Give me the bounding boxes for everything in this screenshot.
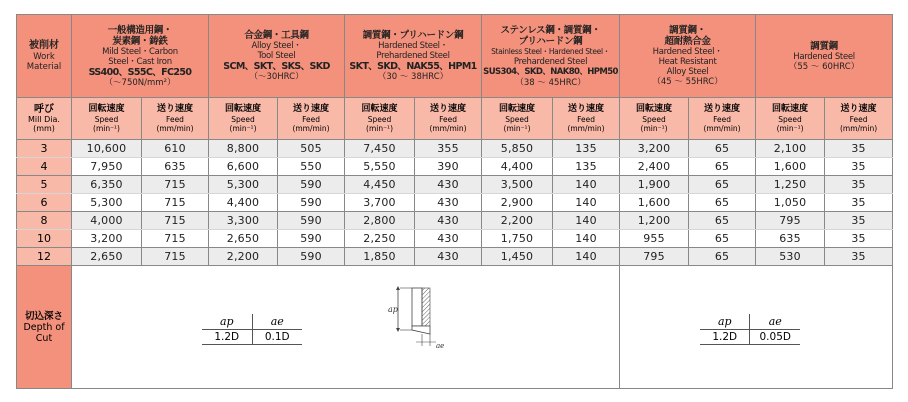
feed-cell: 715 — [142, 194, 209, 212]
speed-cell: 10,600 — [72, 140, 142, 158]
speed-en: Speed — [94, 115, 119, 124]
mill-dia-en: Mill Dia. — [28, 115, 60, 124]
speed-unit: (min⁻¹) — [229, 124, 257, 133]
feed-cell: 715 — [142, 230, 209, 248]
feed-cell: 35 — [825, 248, 893, 266]
speed-cell: 530 — [756, 248, 825, 266]
ae-value: 0.1D — [252, 330, 302, 345]
mill-dia-cell: 6 — [17, 194, 72, 212]
material-header-hardened-55-60 — [756, 15, 893, 98]
feed-cell: 65 — [689, 176, 756, 194]
speed-en: Speed — [367, 115, 392, 124]
speed-ja: 回転速度 — [88, 104, 125, 114]
speed-cell: 5,550 — [345, 158, 415, 176]
feed-cell: 430 — [415, 230, 482, 248]
speed-cell: 5,300 — [209, 176, 278, 194]
feed-cell: 35 — [825, 230, 893, 248]
feed-cell: 135 — [553, 140, 620, 158]
speed-cell: 5,850 — [482, 140, 553, 158]
material-en: Alloy Steel — [666, 67, 709, 77]
feed-header — [825, 98, 893, 140]
feed-cell: 65 — [689, 248, 756, 266]
speed-cell: 4,450 — [345, 176, 415, 194]
material-hardness: （～750N/mm²） — [104, 77, 176, 88]
depth-of-cut-row — [17, 266, 893, 389]
speed-header — [482, 98, 553, 140]
feed-header — [553, 98, 620, 140]
material-en: Hardened Steel・ — [652, 47, 723, 57]
feed-cell: 715 — [142, 176, 209, 194]
material-ja: 調質鋼・プリハードン鋼 — [362, 30, 464, 41]
material-hardness: （38 ～ 45HRC） — [515, 77, 586, 88]
speed-cell: 2,100 — [756, 140, 825, 158]
speed-cell: 3,200 — [72, 230, 142, 248]
material-hardness: （55 ～ 60HRC） — [788, 61, 860, 72]
speed-cell: 1,450 — [482, 248, 553, 266]
ae-label: ae — [750, 314, 800, 330]
diagram-ap-label: ap — [388, 305, 398, 314]
material-header-row — [17, 15, 893, 98]
mill-dia-ja: 呼び — [34, 104, 54, 115]
depth-of-cut-en-2: Cut — [35, 332, 53, 344]
material-en: Stainless Steel・Hardened Steel・ — [491, 46, 610, 56]
table-row — [17, 230, 893, 248]
material-ja: ステンレス鋼・調質鋼・ — [500, 24, 601, 36]
speed-cell: 7,450 — [345, 140, 415, 158]
speed-unit: (min⁻¹) — [366, 124, 393, 133]
speed-ja: 回転速度 — [636, 104, 673, 114]
speed-header — [620, 98, 689, 140]
ae-label: ae — [252, 314, 302, 330]
subheader-row — [17, 98, 893, 140]
feed-en: Feed — [713, 115, 731, 124]
feed-cell: 430 — [415, 194, 482, 212]
speed-cell: 1,600 — [620, 194, 689, 212]
speed-en: Speed — [778, 115, 802, 124]
table-row — [17, 212, 893, 230]
speed-cell: 4,400 — [209, 194, 278, 212]
speed-cell: 1,250 — [756, 176, 825, 194]
feed-cell: 140 — [553, 176, 620, 194]
speed-cell: 3,700 — [345, 194, 415, 212]
feed-unit: (mm/min) — [429, 124, 467, 133]
ap-value: 1.2D — [202, 330, 252, 345]
mill-dia-cell: 10 — [17, 230, 72, 248]
speed-cell: 1,850 — [345, 248, 415, 266]
feed-cell: 140 — [553, 248, 620, 266]
speed-cell: 955 — [620, 230, 689, 248]
feed-cell: 505 — [278, 140, 345, 158]
cutting-conditions-table — [16, 14, 893, 389]
feed-cell: 140 — [553, 194, 620, 212]
speed-cell: 795 — [620, 248, 689, 266]
speed-cell: 795 — [756, 212, 825, 230]
feed-en: Feed — [439, 115, 457, 124]
depth-of-cut-left-cell — [72, 266, 620, 389]
ae-value: 0.05D — [750, 330, 800, 345]
feed-cell: 610 — [142, 140, 209, 158]
feed-cell: 590 — [278, 194, 345, 212]
ap-label: ap — [202, 314, 252, 330]
feed-en: Feed — [577, 115, 595, 124]
feed-cell: 635 — [142, 158, 209, 176]
feed-en: Feed — [849, 115, 868, 124]
material-en: Prehardened Steel — [376, 51, 450, 61]
material-ja: 調質鋼 — [810, 40, 838, 52]
feed-cell: 430 — [415, 212, 482, 230]
speed-cell: 3,300 — [209, 212, 278, 230]
material-hardness: （30 ～ 38HRC） — [377, 72, 449, 82]
speed-cell: 3,200 — [620, 140, 689, 158]
material-en: Hardened Steel — [793, 51, 855, 62]
mill-dia-cell: 8 — [17, 212, 72, 230]
table-row — [17, 194, 893, 212]
material-grades: SS400、S55C、FC250 — [88, 66, 192, 78]
feed-cell: 550 — [278, 158, 345, 176]
feed-cell: 590 — [278, 176, 345, 194]
depth-of-cut-right-cell — [620, 266, 893, 389]
depth-of-cut-ja: 切込深さ — [24, 310, 63, 322]
speed-ja: 回転速度 — [361, 104, 398, 114]
speed-cell: 8,800 — [209, 140, 278, 158]
feed-cell: 35 — [825, 176, 893, 194]
speed-header — [345, 98, 415, 140]
speed-en: Speed — [642, 115, 666, 124]
speed-unit: (min⁻¹) — [503, 124, 531, 133]
feed-unit: (mm/min) — [567, 124, 605, 133]
feed-ja: 送り速度 — [704, 104, 741, 114]
feed-header — [415, 98, 482, 140]
speed-ja: 回転速度 — [772, 104, 809, 114]
diagram-ae-label: ae — [436, 342, 445, 350]
material-header-mild-steel — [72, 15, 209, 98]
feed-cell: 715 — [142, 212, 209, 230]
speed-en: Speed — [505, 115, 529, 124]
material-ja: プリハードン鋼 — [518, 35, 583, 47]
material-grades: SKT、SKD、NAK55、HPM1 — [349, 61, 477, 72]
feed-cell: 430 — [415, 176, 482, 194]
feed-cell: 35 — [825, 158, 893, 176]
speed-header — [209, 98, 278, 140]
material-en: Prehardened Steel — [513, 56, 588, 67]
speed-cell: 6,350 — [72, 176, 142, 194]
speed-cell: 635 — [756, 230, 825, 248]
mill-dia-cell: 5 — [17, 176, 72, 194]
feed-unit: (mm/min) — [839, 124, 878, 133]
feed-en: Feed — [302, 115, 320, 124]
material-en: Mild Steel・Carbon — [102, 46, 178, 57]
feed-en: Feed — [166, 115, 184, 124]
feed-cell: 65 — [689, 140, 756, 158]
speed-en: Speed — [231, 115, 255, 124]
feed-unit: (mm/min) — [156, 124, 194, 133]
table-row — [17, 158, 893, 176]
ap-label: ap — [700, 314, 750, 330]
speed-cell: 6,600 — [209, 158, 278, 176]
material-en: Alloy Steel・ — [251, 41, 302, 51]
feed-cell: 65 — [689, 230, 756, 248]
speed-cell: 5,300 — [72, 194, 142, 212]
cutting-diagram-icon — [384, 286, 464, 356]
speed-cell: 4,400 — [482, 158, 553, 176]
speed-cell: 2,800 — [345, 212, 415, 230]
feed-cell: 135 — [553, 158, 620, 176]
feed-ja: 送り速度 — [568, 104, 605, 114]
speed-cell: 2,650 — [72, 248, 142, 266]
work-material-ja: 被削材 — [29, 40, 59, 51]
speed-cell: 2,650 — [209, 230, 278, 248]
feed-cell: 590 — [278, 248, 345, 266]
feed-cell: 65 — [689, 212, 756, 230]
feed-cell: 140 — [553, 212, 620, 230]
work-material-header — [17, 15, 72, 98]
depth-table-left — [202, 314, 302, 345]
feed-cell: 590 — [278, 212, 345, 230]
speed-cell: 2,250 — [345, 230, 415, 248]
speed-cell: 1,900 — [620, 176, 689, 194]
material-en: Hardened Steel・ — [378, 41, 448, 51]
material-header-hardened-steel — [345, 15, 482, 98]
material-hardness: （45 ～ 55HRC） — [652, 77, 723, 87]
feed-cell: 35 — [825, 140, 893, 158]
feed-cell: 35 — [825, 194, 893, 212]
feed-unit: (mm/min) — [703, 124, 741, 133]
feed-cell: 140 — [553, 230, 620, 248]
speed-cell: 2,400 — [620, 158, 689, 176]
feed-cell: 355 — [415, 140, 482, 158]
speed-ja: 回転速度 — [499, 104, 536, 114]
feed-cell: 430 — [415, 248, 482, 266]
feed-cell: 65 — [689, 158, 756, 176]
material-ja: 一般構造用鋼・ — [107, 24, 173, 36]
feed-ja: 送り速度 — [840, 104, 877, 114]
depth-of-cut-header — [17, 266, 72, 389]
speed-unit: (min⁻¹) — [776, 124, 804, 133]
mill-dia-cell: 3 — [17, 140, 72, 158]
cutting-conditions-table-wrapper — [16, 14, 892, 388]
feed-ja: 送り速度 — [293, 104, 330, 114]
mill-dia-cell: 4 — [17, 158, 72, 176]
speed-cell: 7,950 — [72, 158, 142, 176]
material-en: Tool Steel — [257, 51, 296, 61]
material-ja: 超耐熱合金 — [664, 36, 711, 47]
feed-header — [278, 98, 345, 140]
table-row — [17, 248, 893, 266]
speed-header — [756, 98, 825, 140]
depth-table-right — [700, 314, 800, 345]
speed-header — [72, 98, 142, 140]
feed-cell: 35 — [825, 212, 893, 230]
material-header-heat-resistant — [620, 15, 756, 98]
feed-unit: (mm/min) — [292, 124, 330, 133]
speed-cell: 2,900 — [482, 194, 553, 212]
ap-value: 1.2D — [700, 330, 750, 345]
mill-dia-unit: (mm) — [33, 124, 55, 133]
feed-cell: 715 — [142, 248, 209, 266]
speed-cell: 1,750 — [482, 230, 553, 248]
table-row — [17, 176, 893, 194]
material-ja: 合金鋼・工具鋼 — [244, 30, 309, 41]
material-en: Heat Resistant — [658, 57, 717, 67]
speed-cell: 2,200 — [482, 212, 553, 230]
speed-cell: 1,050 — [756, 194, 825, 212]
material-hardness: （～30HRC） — [249, 72, 304, 82]
material-en: Steel・Cast Iron — [108, 56, 172, 67]
work-material-en-1: Work — [33, 52, 55, 62]
table-row — [17, 140, 893, 158]
speed-unit: (min⁻¹) — [93, 124, 120, 133]
speed-cell: 3,500 — [482, 176, 553, 194]
speed-cell: 1,600 — [756, 158, 825, 176]
feed-ja: 送り速度 — [430, 104, 467, 114]
material-header-stainless-steel — [482, 15, 620, 98]
speed-unit: (min⁻¹) — [640, 124, 668, 133]
mill-dia-header — [17, 98, 72, 140]
feed-header — [142, 98, 209, 140]
feed-header — [689, 98, 756, 140]
material-grades: SUS304、SKD、NAK80、HPM50 — [483, 66, 618, 77]
feed-cell: 590 — [278, 230, 345, 248]
material-ja: 調質鋼・ — [669, 25, 706, 36]
material-ja: 炭素鋼・鋳鉄 — [112, 35, 168, 47]
work-material-en-2: Material — [26, 62, 62, 72]
feed-cell: 65 — [689, 194, 756, 212]
speed-cell: 4,000 — [72, 212, 142, 230]
speed-cell: 2,200 — [209, 248, 278, 266]
feed-ja: 送り速度 — [157, 104, 194, 114]
material-grades: SCM、SKT、SKS、SKD — [223, 61, 330, 72]
mill-dia-cell: 12 — [17, 248, 72, 266]
material-header-alloy-steel — [209, 15, 345, 98]
speed-ja: 回転速度 — [225, 104, 262, 114]
feed-cell: 390 — [415, 158, 482, 176]
depth-of-cut-en-1: Depth of — [23, 321, 65, 333]
speed-cell: 1,200 — [620, 212, 689, 230]
